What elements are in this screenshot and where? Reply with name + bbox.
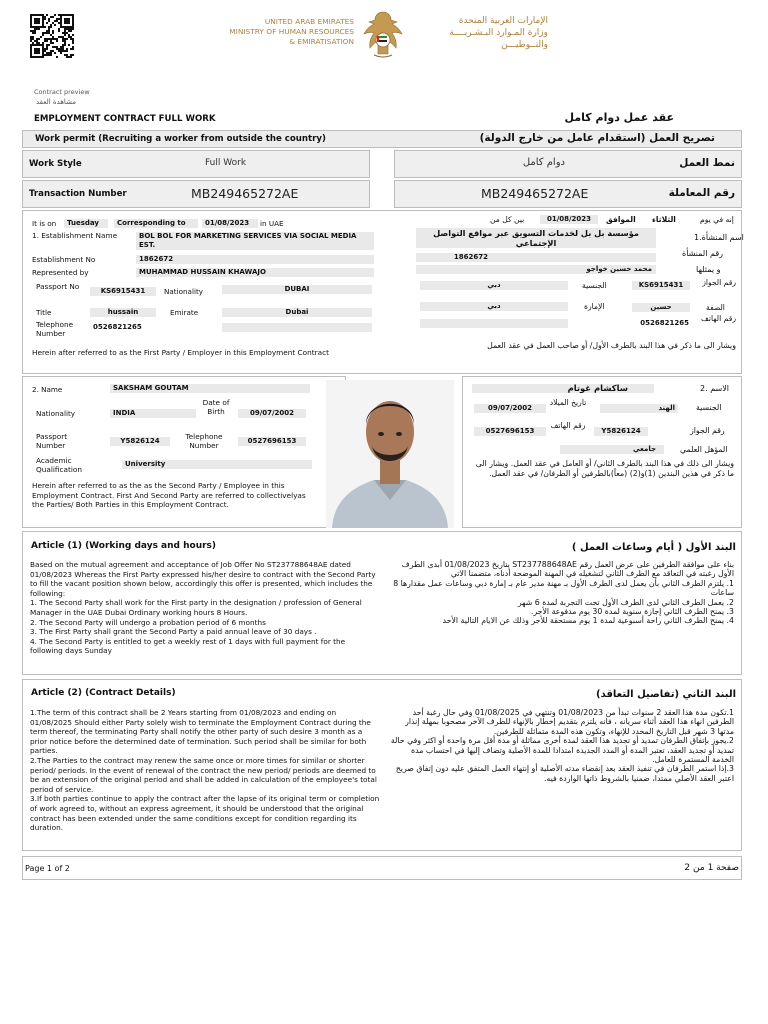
telephone-value-ar: 0526821265 (572, 319, 692, 328)
day-value: Tuesday (64, 219, 108, 228)
employee-nationality-label: Nationality (36, 409, 76, 418)
telephone-value: 0526821265 (90, 323, 216, 332)
telephone-label-ar: رقم الهاتف (701, 314, 736, 323)
ministry-name-en: UNITED ARAB EMIRATES MINISTRY OF HUMAN RESOURCES & EMIRATISATION (229, 17, 354, 46)
first-party-note-en: Herein after referred to as the First Party / Employer in this Employment Contract (32, 348, 329, 357)
title-label-ar: الصفة (706, 303, 725, 312)
ministry-name-ar: الإمارات العربية المتحدة وزارة المـوارد البـشـريــــة والتــوطيـــن (449, 16, 548, 50)
nationality-label-ar: الجنسية (582, 281, 607, 290)
between-label-ar: بين كل من (490, 215, 525, 224)
telephone-empty-cell (222, 323, 372, 332)
work-style-en: Work Style Full Work (22, 150, 370, 178)
employee-passport-value: Y5826124 (110, 437, 170, 446)
employee-name-value: SAKSHAM GOUTAM (110, 384, 310, 393)
second-party-note-en: Herein after referred to as the as the Second Party / Employee in this Employment Contract. First And Second Party are referred to collectivelyas the Parties/ Both Parties in this Employment Contract. (32, 481, 306, 510)
establishment-no-value-ar: 1862672 (416, 253, 656, 262)
date-value-ar: 01/08/2023 (540, 215, 598, 224)
emirate-value-ar: دبي (420, 302, 568, 311)
establishment-no-label: Establishment No (32, 255, 96, 264)
employee-name-label-ar: 2. الاسم (700, 384, 729, 393)
establishment-no-value: 1862672 (136, 255, 374, 264)
day-value-ar: الثلاثاء (652, 215, 676, 224)
employee-phone-label: Telephone Number (185, 432, 223, 450)
passport-no-value: KS6915431 (90, 287, 156, 296)
qr-label-en: Contract preview (34, 88, 90, 96)
title-value-ar: حسين (632, 303, 690, 312)
uae-emblem-icon (360, 8, 406, 60)
article2-body-en: 1.The term of this contract shall be 2 Years starting from 01/08/2023 and ending on 01/08/2025 Should either Party solely wish to terminate the Employment Contract during the term thereof, the terminating Party shall notify the other party of such desire 3 month as a prior notice before the determined date of termination. Such period shall be similar for both parties. 2.The Parties to the contract may renew the same once or more times for similar or shorter period/ periods. In the event of renewal of the contract the new period/ periods are deemed to be an extension of the original period and shall be added in calculation of the employee's total period of service. 3.If both parties continue to apply the contract after the lapse of its original term or completion of work agreed to, without an express agreement, it should be understood that the original contract has been extended under the same conditions except for condition regarding its duration. (30, 708, 380, 833)
qr-label-ar: مشاهدة العقد (36, 98, 77, 106)
emirate-value: Dubai (222, 308, 372, 317)
employee-nationality-label-ar: الجنسية (696, 403, 722, 412)
qr-code (30, 14, 74, 58)
page-number-ar: صفحة 1 من 2 (684, 863, 739, 873)
emirate-label-ar: الإمارة (584, 302, 605, 311)
nationality-value: DUBAI (222, 285, 372, 294)
represented-by-label-ar: و يمثلها (696, 265, 721, 274)
article2-body-ar: 1.تكون مدة هذا العقد 2 سنوات تبدأ من 01/08/2023 وتنتهي في 01/08/2025 وفي حال رغبة أحد الطرفين انهاء هذا العقد أثناء سريانه ، فانه يلتزم بتقديم إخطار بالإنهاء للطرف الآخر مصحوبا بمهلة إنذار مدتها 3 شهر قبل التاريخ المحدد للإنهاء، وتكون هذه المدة متماثلة للطرفين. 2.يجوز بإتفاق الطرفان تمديد أو تجديد هذا العقد لمدة أخرى مماثلة أو مدة أقل مرة واحدة أو اكثر وفي حالة تمديد أو تجديد العقد، تعتبر المدة أو المدد الجديدة امتدادا للمدة الأصلية وتضاف إليها في احتساب مدة الخدمة المستمرة للعامل. 3.إذا استمر الطرفان في تنفيذ العقد بعد إنقضاء مدته الأصلية أو إنتهاء العمل المتفق عليه دون إتفاق صريح اعتبر العقد الأصلي ممتدا، ضمنيا بالشروط ذاتها الواردة فيه. (390, 708, 734, 783)
nationality-value-ar: دبي (420, 281, 568, 290)
employee-name-label: 2. Name (32, 385, 63, 394)
employee-phone-value: 0527696153 (238, 437, 306, 446)
article2-title-en: Article (2) (Contract Details) (31, 688, 176, 698)
transaction-number-en: Transaction Number MB249465272AE (22, 180, 370, 208)
date-value: 01/08/2023 (202, 219, 258, 228)
employee-phone-label-ar: رقم الهاتف (550, 421, 586, 430)
employee-passport-label-ar: رقم الجواز (690, 426, 725, 435)
employee-dob-label-ar: تاريخ الميلاد (549, 398, 587, 407)
work-permit-ar: تصريح العمل (استقدام عامل من خارج الدولة) (479, 132, 715, 144)
contract-title-ar: عقد عمل دوام كامل (564, 111, 674, 124)
establishment-name-label: 1. Establishment Name (32, 231, 118, 240)
corresponding-label: Corresponding to (114, 219, 198, 228)
in-uae-label: in UAE (260, 219, 284, 228)
employee-qualification-value: University (122, 460, 312, 469)
passport-label-ar: رقم الجواز (702, 278, 736, 287)
employee-qualification-value-ar: جامعي (560, 445, 664, 454)
page-number-en: Page 1 of 2 (25, 864, 70, 873)
employee-nationality-value-ar: الهند (600, 404, 678, 413)
employee-nationality-value: INDIA (110, 409, 196, 418)
employee-dob-value-ar: 09/07/2002 (474, 404, 546, 413)
article1-body-en: Based on the mutual agreement and acceptance of Job Offer No ST237788648AE dated 01/08/2023 Whereas the First Party expressed his/her desire to contract with the Second Party to fill the vacant position shown below, accordingly this offer is presented, which includes the following: 1. The Second Party shall work for the First party in the designation / profession of General Manager in the UAE Dubai Ordinary working hours 8 Hours. 2. The Second Party will undergo a probation period of 6 months 3. The First Party shall grant the Second Party a paid annual leave of 30 days . 4. The Second Party is entitled to get a weekly rest of 1 days with full payment for the following days Sunday (30, 560, 376, 656)
represented-by-label: Represented by (32, 268, 89, 277)
second-party-note-ar: ويشار الى ذلك في هذا البند بالطرف الثاني/ أو العامل في عقد العمل. ويشار الى ما ذكر في هذين البندين (1)و(2) (معاً)بالطرفين أو الطرفان/ في عقد العمل. (475, 459, 734, 478)
article2-title-ar: البند الثاني (تفاصيل التعاقد) (596, 689, 736, 700)
article1-title-en: Article (1) (Working days and hours) (31, 541, 217, 551)
it-is-on-label-ar: إنه في يوم (700, 215, 734, 224)
establishment-name-value: BOL BOL FOR MARKETING SERVICES VIA SOCIAL MEDIA EST. (136, 232, 374, 250)
work-permit-en: Work permit (Recruiting a worker from outside the country) (35, 134, 326, 144)
employee-passport-label: Passport Number (36, 432, 68, 450)
establishment-no-label-ar: رقم المنشأة (682, 249, 724, 258)
corresponding-label-ar: الموافق (606, 215, 636, 224)
telephone-label: Telephone Number (36, 320, 74, 338)
represented-by-value: MUHAMMAD HUSSAIN KHAWAJO (136, 268, 374, 277)
passport-no-label: Passport No (36, 282, 80, 291)
transaction-number-ar: MB249465272AE رقم المعاملة (394, 180, 742, 208)
employee-dob-label: Date of Birth (202, 398, 230, 416)
contract-title-en: EMPLOYMENT CONTRACT FULL WORK (34, 114, 216, 124)
employee-dob-value: 09/07/2002 (238, 409, 306, 418)
employee-photo (326, 380, 454, 528)
passport-value-ar: KS6915431 (632, 281, 690, 290)
telephone-empty-cell-ar (420, 319, 568, 328)
emirate-label: Emirate (170, 308, 199, 317)
it-is-on-label: It is on (32, 219, 57, 228)
represented-by-value-ar: محمد حسين خواجو (416, 265, 656, 274)
employee-name-value-ar: ساكشام غوتام (472, 384, 654, 393)
article1-body-ar: بناء على موافقة الطرفين على عرض العمل رقم ST237788648AE بتاريخ 01/08/2023 أبدى الطرف الأول رغبته في التعاقد مع الطرف الثاني لتشغيله في المهنة الموضحة أدناه، متضمنا الاتي 1. يلتزم الطرف الثاني بأن يعمل لدى الطرف الأول بـ مهنة مدير عام بـ إمارة دبي وساعات عمل مقدارها 8 ساعات 2. يعمل الطرف الثاني لدى الطرف الأول تحت التجربة لمدة 6 شهر 3. يمنح الطرف الثاني إجازة سنوية لمدة 30 يوم مدفوعة الأجر. 4. يمنح الطرف الثاني راحة أسبوعية لمدة 1 يوم مستحقة للأجر وذلك عن الايام التالية الأحد (393, 560, 734, 626)
employee-qualification-label: Academic Qualification (36, 456, 82, 474)
title-label: Title (36, 308, 52, 317)
title-value: hussain (90, 308, 156, 317)
establishment-name-label-ar: 1.اسم المنشأة (694, 233, 744, 242)
page-footer (22, 856, 742, 880)
first-party-note-ar: ويشار الى ما ذكر في هذا البند بالطرف الأول/ أو صاحب العمل في عقد العمل (487, 341, 736, 350)
nationality-label: Nationality (164, 287, 204, 296)
employee-passport-value-ar: Y5826124 (594, 427, 648, 436)
work-style-ar: نمط العمل دوام كامل (394, 150, 742, 178)
establishment-name-value-ar: مؤسسة بل بل لخدمات التسويق عبر مواقع التواصل الإجتماعي (416, 228, 656, 248)
work-permit-bar (22, 130, 742, 148)
employee-phone-value-ar: 0527696153 (474, 427, 546, 436)
article1-title-ar: البند الأول ( أيام وساعات العمل ) (571, 542, 736, 553)
employee-qualification-label-ar: المؤهل العلمي (680, 445, 728, 454)
